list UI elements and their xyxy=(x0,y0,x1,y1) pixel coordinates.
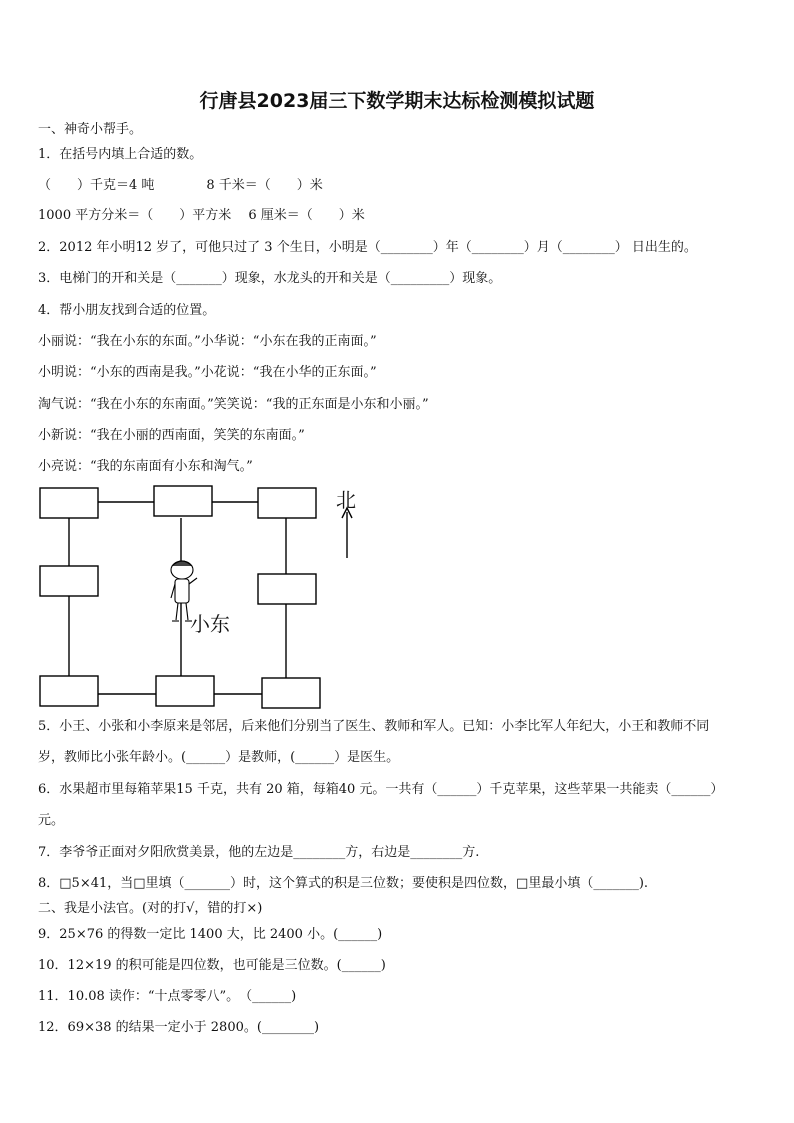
question-line: 10．12×19 的积可能是四位数，也可能是三位数。(______) xyxy=(38,958,386,973)
answer-box[interactable] xyxy=(40,676,98,706)
answer-box[interactable] xyxy=(156,676,214,706)
answer-box[interactable] xyxy=(154,486,212,516)
question-line: 11．10.08 读作：“十点零零八”。 （______) xyxy=(38,989,297,1004)
answer-box[interactable] xyxy=(258,574,316,604)
question-line: 1000 平方分米＝（ ）平方米 6 厘米＝（ ）米 xyxy=(38,208,365,223)
north-arrow-icon xyxy=(332,482,372,562)
question-line: 小亮说：“我的东南面有小东和淘气。” xyxy=(38,459,253,474)
question-line: 小新说：“我在小丽的西南面，笑笑的东南面。” xyxy=(38,428,305,443)
xiaodong-label: 小东 xyxy=(190,612,230,636)
answer-box[interactable] xyxy=(262,678,320,708)
question-line: 小丽说：“我在小东的东面。”小华说：“小东在我的正南面。” xyxy=(38,334,377,349)
question-line: 2．2012 年小明12 岁了，可他只过了 3 个生日，小明是（________）年（________）月（________） 日出生的。 xyxy=(38,240,697,255)
question-line: （ ）千克＝4 吨 8 千米＝（ ）米 xyxy=(38,178,323,193)
question-line: 元。 xyxy=(38,813,65,828)
question-line: 4．帮小朋友找到合适的位置。 xyxy=(38,303,216,318)
question-line: 1．在括号内填上合适的数。 xyxy=(38,147,203,162)
question-line: 5．小王、小张和小李原来是邻居，后来他们分别当了医生、教师和军人。已知：小李比军人年纪大，小王和教师不同 xyxy=(38,719,710,734)
answer-box[interactable] xyxy=(258,488,316,518)
question-line: 7．李爷爷正面对夕阳欣赏美景，他的左边是________方，右边是________方. xyxy=(38,845,480,860)
question-line: 小明说：“小东的西南是我。”小花说：“我在小华的正东面。” xyxy=(38,365,377,380)
question-line: 岁，教师比小张年龄小。(______）是教师，(______）是医生。 xyxy=(38,750,400,765)
question-line: 12．69×38 的结果一定小于 2800。(________) xyxy=(38,1020,320,1035)
answer-box[interactable] xyxy=(40,566,98,596)
answer-box[interactable] xyxy=(40,488,98,518)
section-heading: 二、我是小法官。(对的打√，错的打×) xyxy=(38,901,263,916)
question-line: 淘气说：“我在小东的东南面。”笑笑说：“我的正东面是小东和小丽。” xyxy=(38,397,429,412)
north-label: 北 xyxy=(336,488,356,512)
question-line: 3．电梯门的开和关是（_______）现象，水龙头的开和关是（_________）现象。 xyxy=(38,271,502,286)
position-diagram xyxy=(36,478,376,710)
section-heading: 一、神奇小帮手。 xyxy=(38,122,143,137)
page-title: 行唐县2023届三下数学期末达标检测模拟试题 xyxy=(199,90,595,112)
question-line: 8．□5×41，当□里填（_______）时，这个算式的积是三位数；要使积是四位数，□里最小填（_______). xyxy=(38,876,649,891)
question-line: 9．25×76 的得数一定比 1400 大，比 2400 小。(______) xyxy=(38,927,383,942)
question-line: 6．水果超市里每箱苹果15 千克，共有 20 箱，每箱40 元。一共有（______）千克苹果，这些苹果一共能卖（______） xyxy=(38,782,724,797)
